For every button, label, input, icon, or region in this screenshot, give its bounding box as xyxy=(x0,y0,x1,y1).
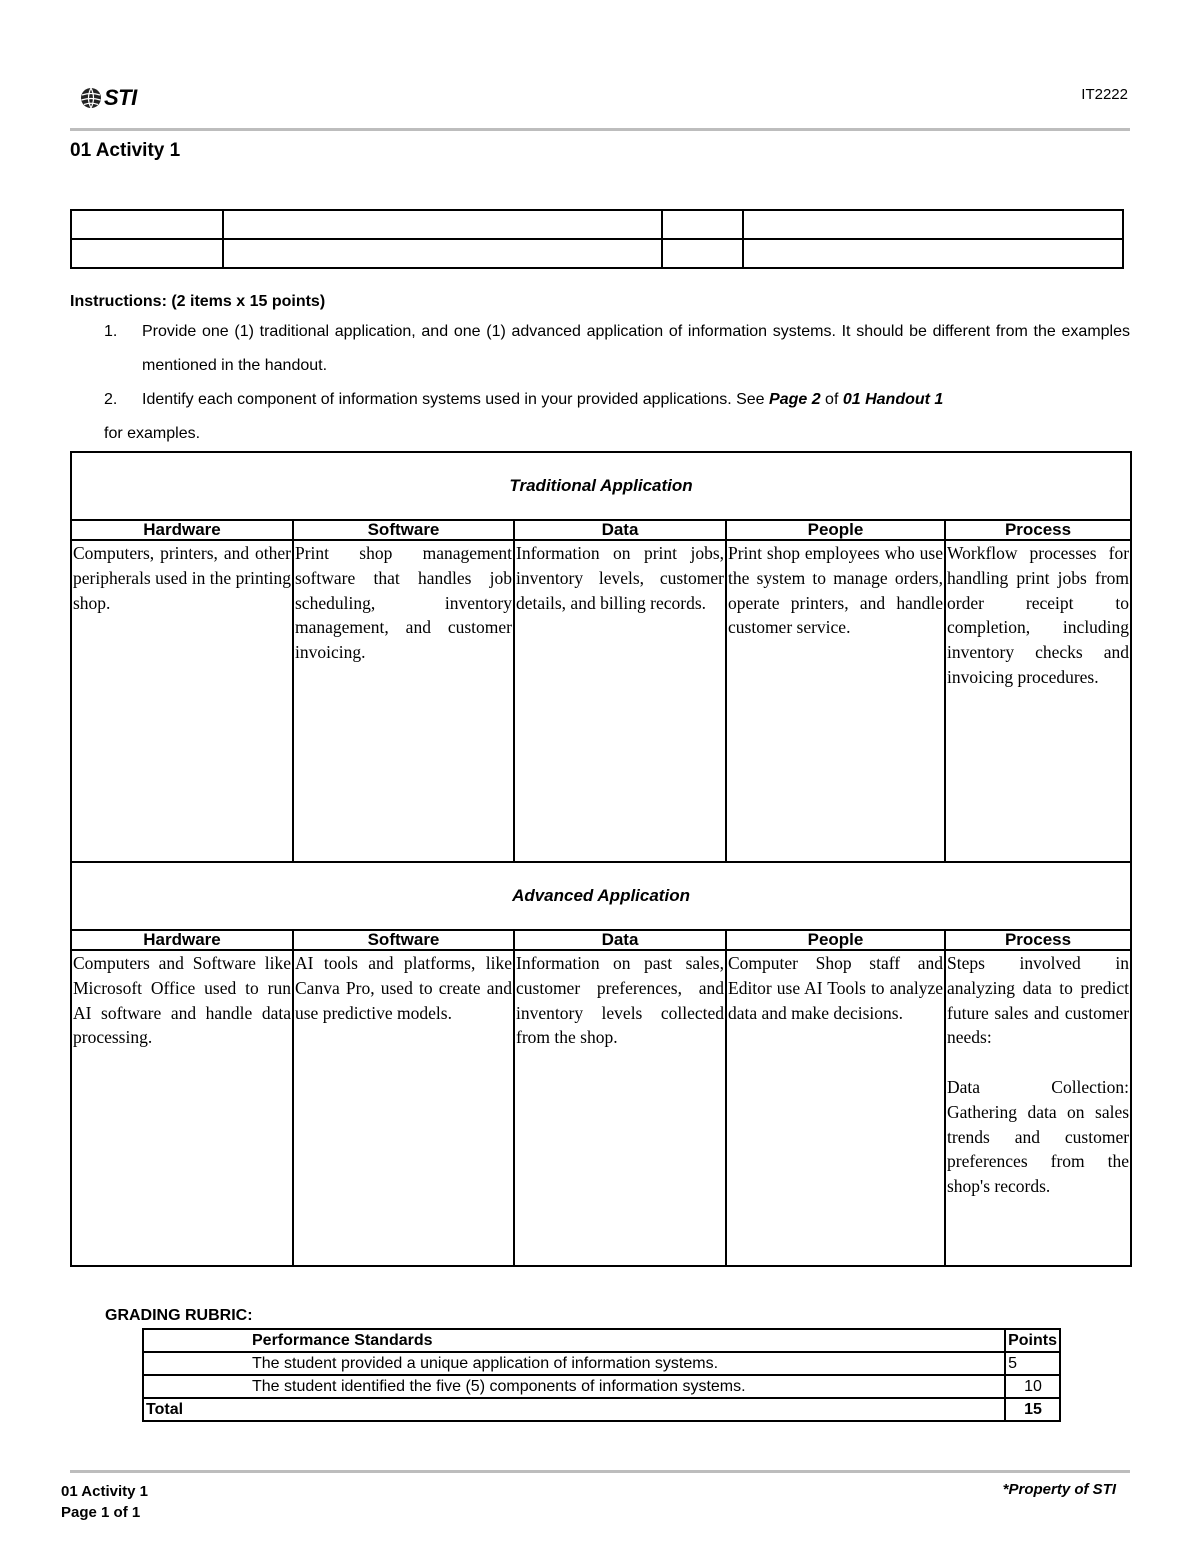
adv-hardware-cell[interactable]: Computers and Software like Microsoft Office used to run AI software and handle data processing. xyxy=(71,950,293,1266)
col-data: Data xyxy=(514,930,726,950)
rubric-total-row xyxy=(143,1398,1060,1421)
col-data: Data xyxy=(514,520,726,540)
col-people: People xyxy=(726,930,945,950)
info-cell[interactable] xyxy=(223,239,662,268)
rubric-header-row xyxy=(143,1329,1060,1352)
instruction-text xyxy=(70,315,1130,383)
handout-reference: 01 Handout 1 xyxy=(842,391,944,408)
traditional-title: Traditional Application xyxy=(71,452,1131,520)
instruction-text xyxy=(70,383,1130,417)
col-software: Software xyxy=(293,930,514,950)
info-cell[interactable] xyxy=(71,210,223,239)
rubric-total-points: 15 xyxy=(1005,1398,1060,1421)
header-rule xyxy=(70,128,1130,131)
instruction-text-line: Provide one (1) traditional application, and one (1) advanced application of information systems. It should be different from the examples mentioned in the handout. xyxy=(142,323,1130,374)
rubric-row xyxy=(143,1352,1060,1375)
rubric-heading: GRADING RUBRIC: xyxy=(105,1307,253,1324)
info-row xyxy=(71,239,1123,268)
trad-process-cell[interactable]: Workflow processes for handling print jobs from order receipt to completion, including inventory checks and invoicing procedures. xyxy=(945,540,1131,862)
footer-left xyxy=(61,1481,148,1523)
adv-process-cell[interactable] xyxy=(945,950,1131,1266)
adv-people-cell[interactable]: Computer Shop staff and Editor use AI Tools to analyze data and make decisions. xyxy=(726,950,945,1266)
col-process: Process xyxy=(945,520,1131,540)
sti-logo xyxy=(80,84,140,112)
info-cell[interactable] xyxy=(662,210,743,239)
trad-data-cell[interactable]: Information on print jobs, inventory levels, customer details, and billing records. xyxy=(514,540,726,862)
instruction-item xyxy=(70,383,1130,417)
applications-table xyxy=(70,451,1132,1267)
rubric-standard: The student provided a unique application of information systems. xyxy=(143,1352,1005,1375)
info-cell[interactable] xyxy=(662,239,743,268)
footer-page-number: Page 1 of 1 xyxy=(61,1504,141,1521)
instructions-heading: Instructions: (2 items x 15 points) xyxy=(70,293,326,310)
student-info-table xyxy=(70,209,1124,269)
footer-rule xyxy=(70,1470,1130,1473)
instruction-number: 1. xyxy=(104,323,118,340)
globe-icon xyxy=(80,87,102,109)
footer-property: *Property of STI xyxy=(1002,1481,1116,1498)
rubric-col-points: Points xyxy=(1005,1329,1060,1352)
adv-software-cell[interactable]: AI tools and platforms, like Canva Pro, used to create and use predictive models. xyxy=(293,950,514,1266)
adv-data-cell[interactable]: Information on past sales, customer preferences, and inventory levels collected from the shop. xyxy=(514,950,726,1266)
info-cell[interactable] xyxy=(743,210,1123,239)
instructions-list xyxy=(70,315,1130,451)
rubric-col-standards: Performance Standards xyxy=(143,1329,1005,1352)
trad-hardware-cell[interactable]: Computers, printers, and other peripherals used in the printing shop. xyxy=(71,540,293,862)
trad-software-cell[interactable]: Print shop management software that handles job scheduling, inventory management, and customer invoicing. xyxy=(293,540,514,862)
col-hardware: Hardware xyxy=(71,520,293,540)
column-header-row xyxy=(71,520,1131,540)
rubric-row xyxy=(143,1375,1060,1398)
page-reference: Page 2 xyxy=(769,391,821,408)
info-row xyxy=(71,210,1123,239)
col-people: People xyxy=(726,520,945,540)
course-code: IT2222 xyxy=(1081,86,1128,103)
advanced-row xyxy=(71,950,1131,1266)
col-process: Process xyxy=(945,930,1131,950)
instruction-item xyxy=(70,315,1130,383)
page-title: 01 Activity 1 xyxy=(70,140,181,161)
rubric-points: 10 xyxy=(1005,1375,1060,1398)
rubric-table xyxy=(142,1328,1061,1422)
instruction-number: 2. xyxy=(104,391,118,408)
rubric-total-label: Total xyxy=(143,1398,1005,1421)
trad-people-cell[interactable]: Print shop employees who use the system to manage orders, operate printers, and handle customer service. xyxy=(726,540,945,862)
instruction-continuation: for examples. xyxy=(104,425,201,442)
footer-doc-name: 01 Activity 1 xyxy=(61,1483,148,1500)
info-cell[interactable] xyxy=(743,239,1123,268)
traditional-row xyxy=(71,540,1131,862)
info-cell[interactable] xyxy=(71,239,223,268)
rubric-standard: The student identified the five (5) components of information systems. xyxy=(143,1375,1005,1398)
instruction-text-part: Identify each component of information systems used in your provided applications. See xyxy=(142,391,770,408)
advanced-title: Advanced Application xyxy=(71,862,1131,930)
col-software: Software xyxy=(293,520,514,540)
rubric-points: 5 xyxy=(1005,1352,1060,1375)
info-cell[interactable] xyxy=(223,210,662,239)
col-hardware: Hardware xyxy=(71,930,293,950)
process-paragraph: Steps involved in analyzing data to predict future sales and customer needs: xyxy=(947,953,1130,1048)
logo-text: STI xyxy=(104,85,137,110)
process-paragraph: Data Collection: Gathering data on sales trends and customer preferences from the shop's records. xyxy=(947,1076,1130,1197)
instruction-text-part: of xyxy=(820,391,843,408)
column-header-row xyxy=(71,930,1131,950)
